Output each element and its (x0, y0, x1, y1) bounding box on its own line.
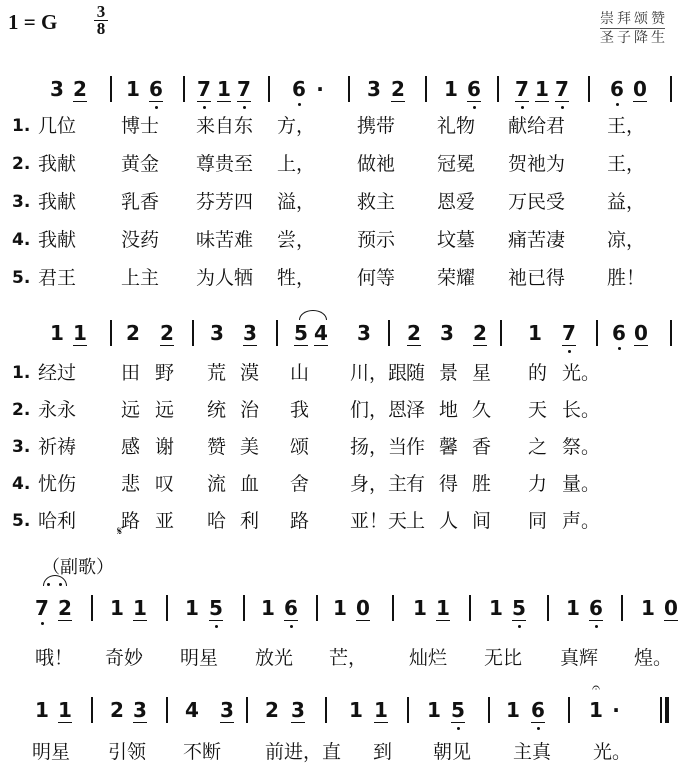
lyric-text: 我献 (38, 229, 77, 251)
lyric-text: 哦！ (35, 647, 74, 669)
eighth-underline (237, 101, 251, 102)
low-octave-dot (41, 622, 44, 625)
low-octave-dot (457, 727, 460, 730)
barline (192, 320, 194, 346)
jianpu-note: 5 (451, 698, 465, 722)
lyric-text: 田 (121, 362, 141, 384)
barline (621, 595, 623, 621)
eighth-underline (467, 101, 481, 102)
lyric-text: 亚 (155, 510, 175, 532)
lyric-text: 无比 (484, 647, 523, 669)
lyric-text: 漠 (240, 362, 260, 384)
lyric-text: 胜！ (607, 267, 646, 289)
eighth-underline (133, 722, 147, 723)
jianpu-note: 2 (126, 321, 140, 345)
lyric-text: 煌。 (634, 647, 673, 669)
jianpu-note: · (612, 698, 620, 722)
lyric-text: 路 (290, 510, 310, 532)
lyric-text: 哈 (207, 510, 227, 532)
lyric-text: 坟墓 (437, 229, 476, 251)
eighth-underline (291, 722, 305, 723)
lyric-text: 黄金 (121, 153, 160, 175)
notation-system-2 (0, 320, 686, 356)
jianpu-note: 1 (185, 596, 199, 620)
jianpu-note: 6 (610, 77, 624, 101)
lyric-text: 真辉 (560, 647, 599, 669)
barline (183, 76, 185, 102)
jianpu-note: 6 (467, 77, 481, 101)
barline (91, 595, 93, 621)
barline (488, 697, 490, 723)
low-octave-dot (537, 727, 540, 730)
lyric-text: 何等 (357, 267, 396, 289)
verse-number: 2. (12, 154, 31, 174)
final-barline-thin (660, 697, 662, 723)
jianpu-note: 1 (374, 698, 388, 722)
lyric-text: 远 (121, 399, 141, 421)
eighth-underline (555, 101, 569, 102)
eighth-underline (314, 345, 328, 346)
jianpu-note: 7 (197, 77, 211, 101)
lyric-text: 川，跟 (350, 362, 408, 384)
eighth-underline (73, 345, 87, 346)
barline (166, 595, 168, 621)
lyric-text: 益， (607, 191, 646, 213)
lyric-text: 祂已得 (508, 267, 566, 289)
lyric-text: 治 (240, 399, 260, 421)
eighth-underline (515, 101, 529, 102)
hymn-category: 崇拜颂赞 (600, 8, 668, 28)
low-octave-dot (521, 106, 524, 109)
lyric-text: 溢， (277, 191, 316, 213)
barline (596, 320, 598, 346)
lyric-text: 统 (207, 399, 227, 421)
lyric-text: 礼物 (437, 115, 476, 137)
jianpu-note: 0 (356, 596, 370, 620)
lyric-text: 方， (277, 115, 316, 137)
barline (568, 697, 570, 723)
eighth-underline (473, 345, 487, 346)
jianpu-note: 1 (528, 321, 542, 345)
jianpu-note: 2 (160, 321, 174, 345)
jianpu-note: 1 (436, 596, 450, 620)
low-octave-dot (215, 625, 218, 628)
barline (588, 76, 590, 102)
barline (243, 595, 245, 621)
lyric-text: 叹 (155, 473, 175, 495)
jianpu-note: 1 (413, 596, 427, 620)
barline (110, 76, 112, 102)
lyric-text: 声。 (562, 510, 601, 532)
eighth-underline (391, 101, 405, 102)
lyric-text: 作 (406, 436, 426, 458)
jianpu-note: 3 (440, 321, 454, 345)
eighth-underline (633, 101, 647, 102)
eighth-underline (562, 345, 576, 346)
jianpu-note: 4 (185, 698, 199, 722)
fermata-icon: 𝄐 (592, 680, 600, 696)
lyric-text: 来自东 (196, 115, 254, 137)
barline (388, 320, 390, 346)
low-octave-dot (473, 106, 476, 109)
lyric-text: 救主 (357, 191, 396, 213)
jianpu-note: 0 (633, 77, 647, 101)
jianpu-note: 6 (284, 596, 298, 620)
lyric-text: 长。 (562, 399, 601, 421)
final-barline-thick (665, 697, 669, 723)
lyric-text: 引领 (108, 741, 147, 763)
lyric-text: 我 (290, 399, 310, 421)
lyric-text: 不断 (183, 741, 222, 763)
lyric-text: 预示 (357, 229, 396, 251)
barline (497, 76, 499, 102)
jianpu-note: 1 (126, 77, 140, 101)
lyric-text: 没药 (121, 229, 160, 251)
barline (268, 76, 270, 102)
jianpu-note: 3 (133, 698, 147, 722)
lyric-text: 同 (528, 510, 548, 532)
lyric-text: 荣耀 (437, 267, 476, 289)
low-octave-dot (595, 625, 598, 628)
lyric-text: 舍 (290, 473, 310, 495)
low-octave-dot (290, 625, 293, 628)
barline (469, 595, 471, 621)
jianpu-note: 4 (314, 321, 328, 345)
lyric-text: 野 (155, 362, 175, 384)
lyric-text: 悲 (121, 473, 141, 495)
barline (500, 320, 502, 346)
lyric-text: 灿烂 (409, 647, 448, 669)
lyric-text: 血 (240, 473, 260, 495)
lyric-text: 芬芳四 (196, 191, 254, 213)
jianpu-note: 1 (50, 321, 64, 345)
barline (425, 76, 427, 102)
jianpu-note: 1 (444, 77, 458, 101)
time-signature (94, 4, 108, 37)
eighth-underline (284, 620, 298, 621)
notation-system-4 (0, 680, 686, 733)
lyric-text: 星 (472, 362, 492, 384)
key-signature: 1 = G (8, 10, 58, 34)
low-octave-dot (618, 347, 621, 350)
eighth-underline (209, 620, 223, 621)
lyric-text: 博士 (121, 115, 160, 137)
jianpu-note: 2 (58, 596, 72, 620)
lyric-text: 前进，直 (265, 741, 342, 763)
verse-number: 1. (12, 116, 31, 136)
lyric-text: 人 (439, 510, 459, 532)
eighth-underline (664, 620, 678, 621)
lyric-text: 上 (406, 510, 426, 532)
lyric-text: 谢 (155, 436, 175, 458)
lyric-text: 之 (528, 436, 548, 458)
lyric-text: 到 (373, 741, 393, 763)
jianpu-note: 1 (489, 596, 503, 620)
jianpu-note: 6 (589, 596, 603, 620)
jianpu-note: 6 (612, 321, 626, 345)
lyric-text: 颂 (290, 436, 310, 458)
jianpu-note: 6 (292, 77, 306, 101)
jianpu-note: 1 (641, 596, 655, 620)
lyric-text: 有 (406, 473, 426, 495)
lyric-text: 经过 (38, 362, 77, 384)
barline (276, 320, 278, 346)
lyric-text: 贺祂为 (508, 153, 566, 175)
low-octave-dot (203, 106, 206, 109)
eighth-underline (512, 620, 526, 621)
jianpu-note: 2 (110, 698, 124, 722)
eighth-underline (133, 620, 147, 621)
verse-number: 3. (12, 192, 31, 212)
barline (325, 697, 327, 723)
jianpu-note: 1 (349, 698, 363, 722)
lyric-text: 山 (290, 362, 310, 384)
barline (316, 595, 318, 621)
jianpu-note: 2 (407, 321, 421, 345)
verse-number: 1. (12, 363, 31, 383)
jianpu-note: 5 (512, 596, 526, 620)
eighth-underline (535, 101, 549, 102)
low-octave-dot (298, 103, 301, 106)
slur-arc (299, 310, 327, 320)
eighth-underline (58, 722, 72, 723)
verse-number: 2. (12, 400, 31, 420)
jianpu-note: 1 (261, 596, 275, 620)
verse-number: 5. (12, 511, 31, 531)
lyric-text: 凉， (607, 229, 646, 251)
jianpu-note: 7 (515, 77, 529, 101)
eighth-underline (73, 101, 87, 102)
low-octave-dot (518, 625, 521, 628)
lyric-text: 远 (155, 399, 175, 421)
notation-system-3 (0, 595, 686, 631)
lyric-text: 哈利 (38, 510, 77, 532)
lyric-text: 上， (277, 153, 316, 175)
jianpu-note: 7 (237, 77, 251, 101)
lyric-text: 光。 (593, 741, 632, 763)
eighth-underline (374, 722, 388, 723)
low-octave-dot (616, 103, 619, 106)
jianpu-note: 2 (265, 698, 279, 722)
lyric-text: 美 (240, 436, 260, 458)
lyric-text: 地 (439, 399, 459, 421)
time-signature-denominator: 8 (94, 20, 108, 37)
lyric-text: 明星 (32, 741, 71, 763)
eighth-underline (634, 345, 648, 346)
lyric-text: 献给君 (508, 115, 566, 137)
lyric-text: 赞 (207, 436, 227, 458)
jianpu-note: 3 (210, 321, 224, 345)
lyric-text: 泽 (406, 399, 426, 421)
lyric-text: 们，恩 (350, 399, 408, 421)
eighth-underline (149, 101, 163, 102)
fermata-dot (59, 583, 62, 586)
lyric-text: 祭。 (562, 436, 601, 458)
lyric-text: 忧伤 (38, 473, 77, 495)
eighth-underline (160, 345, 174, 346)
lyric-text: 牲， (277, 267, 316, 289)
lyric-text: 几位 (38, 115, 77, 137)
lyric-text: 荒 (207, 362, 227, 384)
lyric-text: 香 (472, 436, 492, 458)
barline (670, 76, 672, 102)
lyric-text: 上主 (121, 267, 160, 289)
eighth-underline (451, 722, 465, 723)
low-octave-dot (155, 106, 158, 109)
eighth-underline (407, 345, 421, 346)
low-octave-dot (568, 350, 571, 353)
lyric-text: 味苦难 (196, 229, 254, 251)
lyric-text: 光。 (562, 362, 601, 384)
lyric-text: 随 (406, 362, 426, 384)
eighth-underline (589, 620, 603, 621)
jianpu-note: 0 (664, 596, 678, 620)
jianpu-note: 7 (562, 321, 576, 345)
barline (348, 76, 350, 102)
lyric-text: 馨 (439, 436, 459, 458)
lyric-text: 做祂 (357, 153, 396, 175)
lyric-text: 君王 (38, 267, 77, 289)
jianpu-note: 1 (58, 698, 72, 722)
jianpu-note: 6 (531, 698, 545, 722)
lyric-text: 量。 (562, 473, 601, 495)
lyric-text: 我献 (38, 191, 77, 213)
lyric-text: 王， (607, 153, 646, 175)
verse-number: 3. (12, 437, 31, 457)
lyric-text: 胜 (472, 473, 492, 495)
jianpu-note: 3 (220, 698, 234, 722)
jianpu-note: 7 (555, 77, 569, 101)
lyric-text: 感 (121, 436, 141, 458)
eighth-underline (531, 722, 545, 723)
lyric-text: 痛苦凄 (508, 229, 566, 251)
hymn-subcategory: 圣子降生 (600, 30, 668, 46)
lyric-text: 恩爱 (437, 191, 476, 213)
jianpu-note: 7 (35, 596, 49, 620)
jianpu-note: 1 (110, 596, 124, 620)
barline (670, 320, 672, 346)
lyric-text: 亚！天 (350, 510, 408, 532)
jianpu-note: 1 (333, 596, 347, 620)
eighth-underline (356, 620, 370, 621)
lyric-text: 身，主 (350, 473, 408, 495)
barline (246, 697, 248, 723)
jianpu-note: 5 (209, 596, 223, 620)
lyric-text: 冠冕 (437, 153, 476, 175)
eighth-underline (197, 101, 211, 102)
lyric-text: 久 (472, 399, 492, 421)
jianpu-note: 2 (73, 77, 87, 101)
lyric-text: 尊贵至 (196, 153, 254, 175)
lyric-text: 携带 (357, 115, 396, 137)
lyric-text: 放光 (255, 647, 294, 669)
lyric-text: 利 (240, 510, 260, 532)
lyric-text: 王， (607, 115, 646, 137)
low-octave-dot (561, 106, 564, 109)
jianpu-note: 2 (473, 321, 487, 345)
jianpu-note: 3 (50, 77, 64, 101)
lyric-text: 扬，当 (350, 436, 408, 458)
lyric-text: 主真 (513, 741, 552, 763)
eighth-underline (294, 345, 308, 346)
jianpu-note: 6 (149, 77, 163, 101)
lyric-text: 明星 (180, 647, 219, 669)
eighth-underline (243, 345, 257, 346)
barline (110, 320, 112, 346)
jianpu-note: 1 (73, 321, 87, 345)
barline (392, 595, 394, 621)
low-octave-dot (243, 106, 246, 109)
lyric-text: 力 (528, 473, 548, 495)
lyric-text: 万民受 (508, 191, 566, 213)
jianpu-note: 1 (535, 77, 549, 101)
lyric-text: 天 (528, 399, 548, 421)
jianpu-note: · (316, 77, 324, 101)
verse-number: 4. (12, 474, 31, 494)
lyric-text: 朝见 (433, 741, 472, 763)
verse-number: 5. (12, 268, 31, 288)
lyric-text: 景 (439, 362, 459, 384)
fermata-dot (47, 583, 50, 586)
jianpu-note: 3 (243, 321, 257, 345)
jianpu-note: 1 (217, 77, 231, 101)
lyric-text: 的 (528, 362, 548, 384)
jianpu-note: 3 (367, 77, 381, 101)
jianpu-note: 0 (634, 321, 648, 345)
lyric-text: 间 (472, 510, 492, 532)
eighth-underline (217, 101, 231, 102)
lyric-text: 路 (121, 510, 141, 532)
jianpu-note: 2 (391, 77, 405, 101)
barline (407, 697, 409, 723)
jianpu-note: 5 (294, 321, 308, 345)
time-signature-numerator: 3 (96, 2, 106, 21)
lyric-text: 我献 (38, 153, 77, 175)
eighth-underline (436, 620, 450, 621)
segno-icon: 𝄋 (117, 524, 123, 538)
barline (91, 697, 93, 723)
chorus-label: （副歌） (42, 557, 114, 578)
lyric-text: 得 (439, 473, 459, 495)
jianpu-note: 1 (133, 596, 147, 620)
eighth-underline (58, 620, 72, 621)
eighth-underline (220, 722, 234, 723)
jianpu-note: 3 (357, 321, 371, 345)
lyric-text: 乳香 (121, 191, 160, 213)
barline (547, 595, 549, 621)
jianpu-note: 3 (291, 698, 305, 722)
lyric-text: 永永 (38, 399, 77, 421)
lyric-text: 为人牺 (196, 267, 254, 289)
jianpu-note: 1 (427, 698, 441, 722)
jianpu-note: 1 (35, 698, 49, 722)
jianpu-note: 1 (506, 698, 520, 722)
lyric-text: 芒， (329, 647, 368, 669)
verse-number: 4. (12, 230, 31, 250)
lyric-text: 流 (207, 473, 227, 495)
notation-system-1 (0, 76, 686, 112)
lyric-text: 尝， (277, 229, 316, 251)
lyric-text: 奇妙 (105, 647, 144, 669)
jianpu-note: 1 (566, 596, 580, 620)
lyric-text: 祈祷 (38, 436, 77, 458)
jianpu-note: 1 (589, 698, 603, 722)
barline (166, 697, 168, 723)
